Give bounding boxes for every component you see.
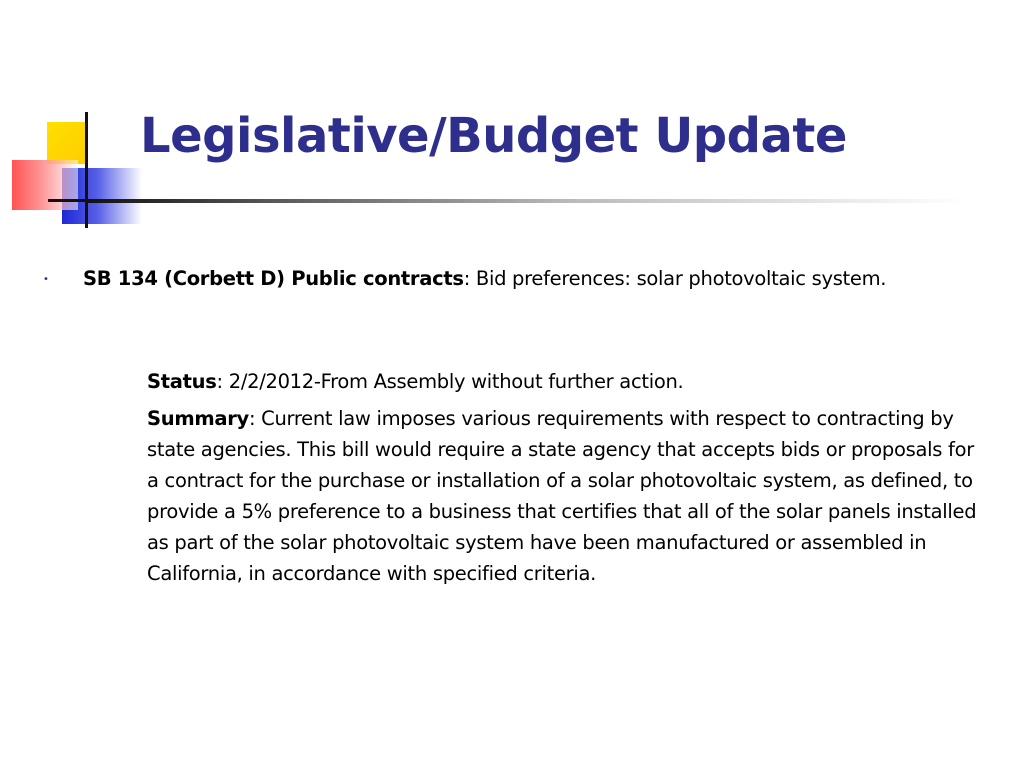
summary-separator: :: [248, 407, 262, 430]
bill-separator: :: [463, 267, 476, 290]
decorative-logo: [0, 0, 160, 240]
status-text: 2/2/2012-From Assembly without further action.: [228, 370, 684, 393]
title-underline-rule: [88, 199, 968, 203]
logo-yellow-square: [47, 122, 87, 164]
summary-text: Current law imposes various requirements with respect to contracting by state agencies. This bill would require a state agency that accepts bids or proposals for a contract for the purchase or installation of a solar photovoltaic system, as defined, to provide a 5% preference to a business that certifies that all of the solar panels installed as part of the solar photovoltaic system have been manufactured or assembled in California, in accordance with specified criteria.: [147, 407, 977, 585]
status-label: Status: [147, 370, 217, 393]
summary-paragraph: [147, 403, 985, 589]
summary-label: Summary: [147, 407, 249, 430]
bullet-icon: •: [43, 274, 49, 285]
logo-vertical-line: [85, 112, 88, 228]
bill-description: Bid preferences: solar photovoltaic system.: [475, 267, 887, 290]
bill-heading: SB 134 (Corbett D) Public contracts: [83, 267, 464, 290]
status-line: [147, 366, 985, 397]
logo-horizontal-line: [48, 199, 88, 202]
bill-item: [83, 263, 963, 294]
slide-title: Legislative/Budget Update: [140, 108, 847, 164]
logo-red-square: [12, 160, 78, 210]
status-separator: :: [216, 370, 229, 393]
